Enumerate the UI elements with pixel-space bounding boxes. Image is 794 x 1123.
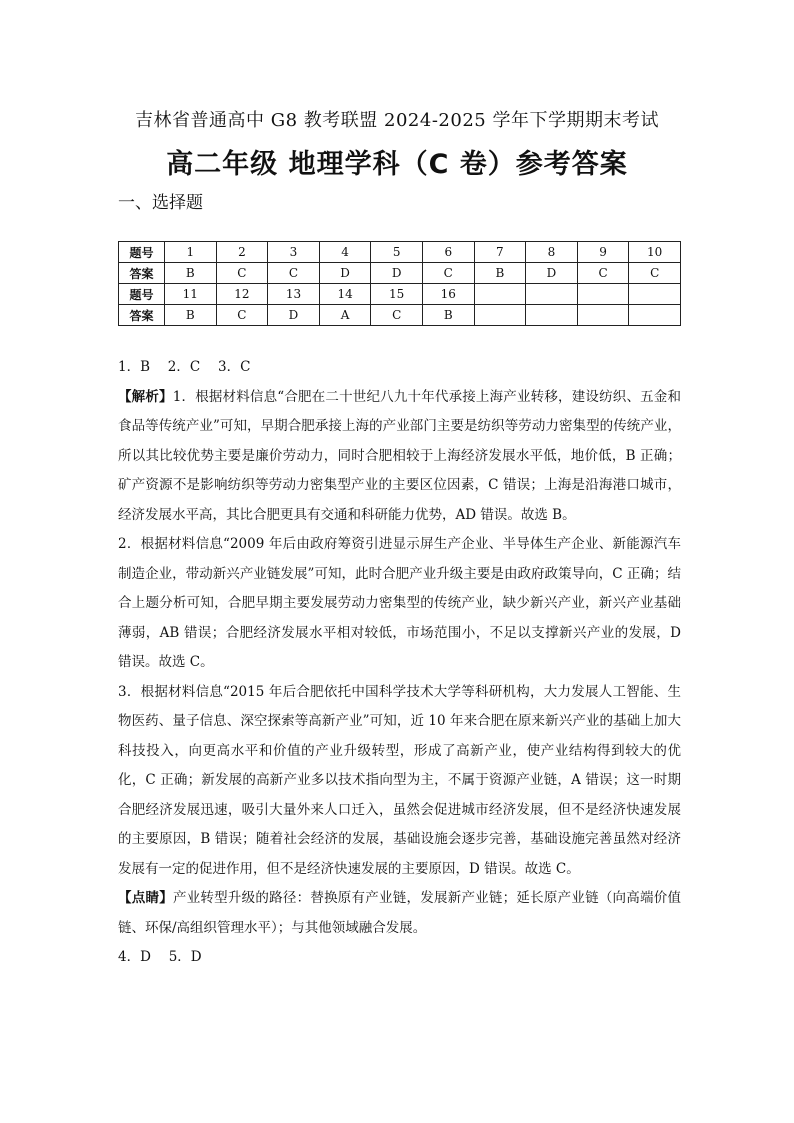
table-cell: 7	[474, 242, 526, 263]
analysis-paragraph-3: 3．根据材料信息“2015 年后合肥依托中国科学技术大学等科研机构，大力发展人工智能、生物医药、量子信息、深空探索等高新产业”可知，近 10 年来合肥在原来新兴产业的基础上加大科技投入，向更高水平和价值的产业升级转型，形成了高新产业，使产业结构得到较大的优化，C 正确；新发展的高新产业多以技术指向型为主，不属于资源产业链，A 错误；这一时期合肥经济发展迅速，吸引大量外来人口迁入，虽然会促进城市经济发展，但不是经济快速发展的主要原因，B 错误；随着社会经济的发展，基础设施会逐步完善，基础设施完善虽然对经济发展有一定的促进作用，但不是经济快速发展的主要原因，D 错误。故选 C。	[118, 683, 681, 877]
table-cell: D	[371, 263, 423, 284]
answer-key-title: 高二年级 地理学科（C 卷）参考答案	[166, 149, 628, 180]
table-cell: C	[371, 305, 423, 326]
table-row	[119, 305, 681, 326]
table-cell: B	[474, 263, 526, 284]
table-row	[119, 242, 681, 263]
table-row	[119, 284, 681, 305]
table-cell: 14	[319, 284, 371, 305]
row-label: 答案	[119, 263, 165, 284]
table-cell: 11	[165, 284, 217, 305]
table-cell: 9	[577, 242, 629, 263]
table-cell: 5	[371, 242, 423, 263]
row-label: 答案	[119, 305, 165, 326]
analysis-paragraph-1	[118, 383, 681, 531]
answers-1-3: 1．B 2．C 3．C	[118, 359, 251, 375]
analysis-paragraph-2: 2．根据材料信息“2009 年后由政府筹资引进显示屏生产企业、半导体生产企业、新能源汽车制造企业，带动新兴产业链发展”可知，此时合肥产业升级主要是由政府政策导向，C 正确；结合上题分析可知，合肥早期主要发展劳动力密集型的传统产业，缺少新兴产业，新兴产业基础薄弱，AB 错误；合肥经济发展水平相对较低，市场范围小，不足以支撑新兴产业的发展，D 错误。故选 C。	[118, 536, 681, 670]
section-title: 一、选择题	[118, 193, 203, 213]
table-cell: D	[319, 263, 371, 284]
answer-table	[118, 241, 681, 326]
table-cell	[526, 284, 578, 305]
table-cell: 8	[526, 242, 578, 263]
table-cell	[629, 305, 681, 326]
table-cell: B	[422, 305, 474, 326]
table-cell: 15	[371, 284, 423, 305]
table-cell: C	[629, 263, 681, 284]
tip-tag: 【点睛】	[118, 890, 173, 906]
table-cell	[474, 284, 526, 305]
table-cell: C	[268, 263, 320, 284]
tip-text: 产业转型升级的路径：替换原有产业链，发展新产业链；延长原产业链（向高端价值链、环保/高组织管理水平）；与其他领域融合发展。	[118, 890, 682, 936]
table-cell: 13	[268, 284, 320, 305]
table-cell: A	[319, 305, 371, 326]
table-cell: 4	[319, 242, 371, 263]
row-label: 题号	[119, 242, 165, 263]
exam-title: 吉林省普通高中 G8 教考联盟 2024-2025 学年下学期期末考试	[135, 110, 659, 131]
table-cell: B	[165, 263, 217, 284]
table-cell: 6	[422, 242, 474, 263]
table-cell: 1	[165, 242, 217, 263]
table-cell: C	[216, 305, 268, 326]
answers-4-5: 4．D 5．D	[118, 949, 202, 965]
table-cell	[577, 284, 629, 305]
analysis-tag: 【解析】	[118, 388, 173, 405]
table-cell	[474, 305, 526, 326]
table-cell: C	[216, 263, 268, 284]
table-cell: 3	[268, 242, 320, 263]
table-cell: 10	[629, 242, 681, 263]
tip-paragraph	[118, 884, 681, 943]
analysis-text-1: 1．根据材料信息“合肥在二十世纪八九十年代承接上海产业转移，建设纺织、五金和食品等传统产业”可知，早期合肥承接上海的产业部门主要是纺织等劳动力密集型的传统产业，所以其比较优势主要是廉价劳动力，同时合肥相较于上海经济发展水平低，地价低，B 正确；矿产资源不是影响纺织等劳动力密集型产业的主要区位因素，C 错误；上海是沿海港口城市，经济发展水平高，其比合肥更具有交通和科研能力优势，AD 错误。故选 B。	[118, 388, 681, 523]
table-cell: D	[268, 305, 320, 326]
table-cell: C	[422, 263, 474, 284]
row-label: 题号	[119, 284, 165, 305]
table-cell: 12	[216, 284, 268, 305]
table-cell	[577, 305, 629, 326]
table-cell: 2	[216, 242, 268, 263]
explanations	[118, 353, 681, 973]
table-row	[119, 263, 681, 284]
table-cell: C	[577, 263, 629, 284]
table-cell: D	[526, 263, 578, 284]
table-cell: B	[165, 305, 217, 326]
table-cell	[526, 305, 578, 326]
table-cell: 16	[422, 284, 474, 305]
table-cell	[629, 284, 681, 305]
